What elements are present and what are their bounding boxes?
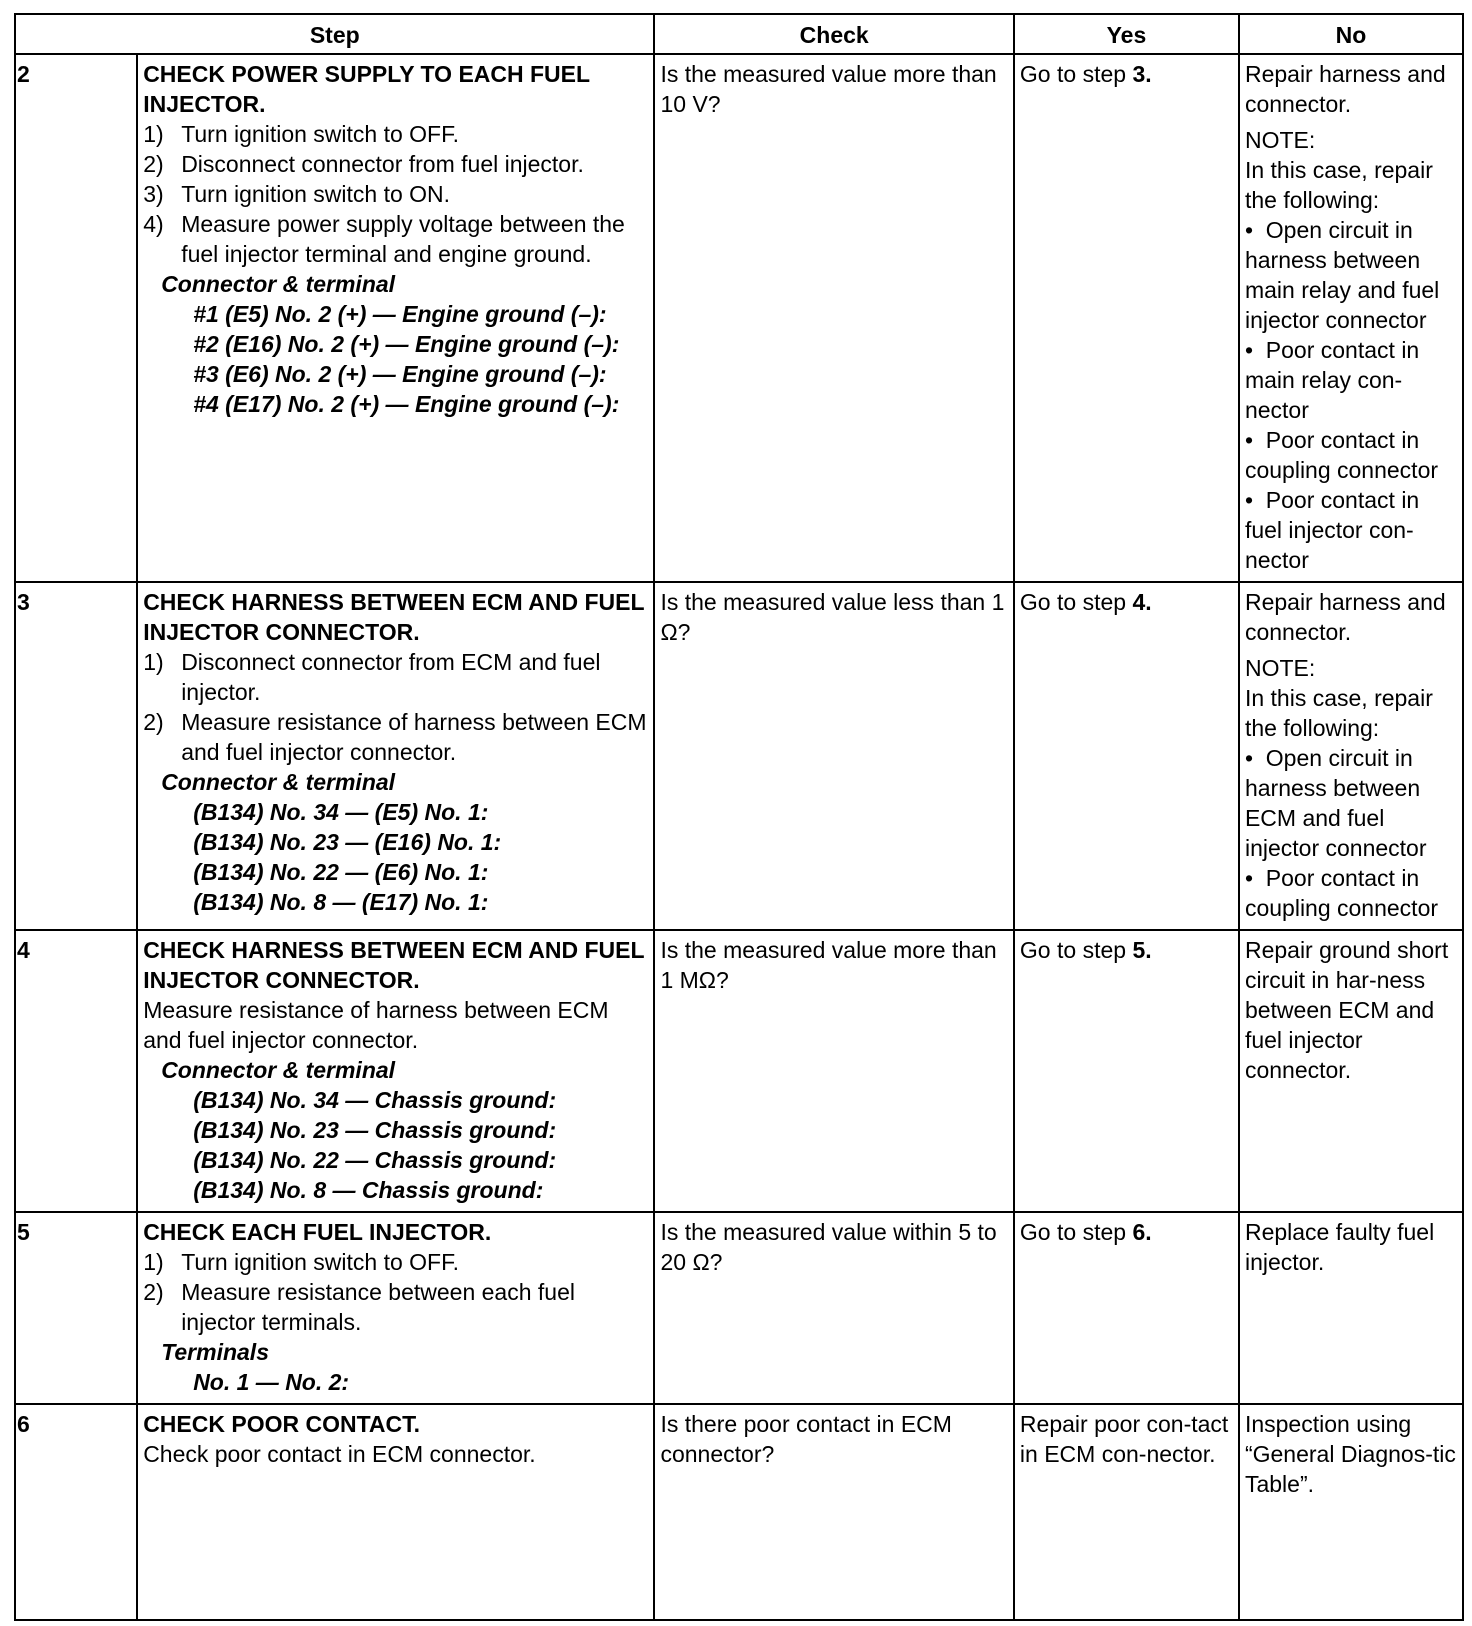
terminal-item: #2 (E16) No. 2 (+) — Engine ground (–):	[193, 331, 620, 357]
note-item: • Open circuit in harness between ECM and fuel injector connector	[1244, 745, 1427, 861]
check-cell: Is the measured value more than 1 MΩ?	[654, 930, 1013, 1212]
step-number: 3	[15, 582, 137, 930]
step-instruction: 3) Turn ignition switch to ON.	[143, 181, 451, 207]
terminal-label: Connector & terminal	[161, 271, 396, 297]
terminal-item: (B134) No. 22 — (E6) No. 1:	[193, 859, 489, 885]
note-item: • Open circuit in harness between main relay and fuel injector connector	[1244, 217, 1440, 333]
step-instruction: 2) Measure resistance between each fuel injector terminals.	[143, 1279, 575, 1335]
diagnostic-table	[14, 13, 1464, 1621]
note-intro: In this case, repair the following:	[1244, 685, 1433, 741]
header-no: No	[1239, 14, 1463, 54]
table-row	[15, 582, 1463, 930]
note-label: NOTE:	[1244, 655, 1316, 681]
step-title: CHECK HARNESS BETWEEN ECM AND FUEL INJECTOR CONNECTOR.	[143, 589, 645, 645]
check-cell: Is the measured value more than 10 V?	[654, 54, 1013, 582]
note-item: • Poor contact in fuel injector con-nector	[1244, 487, 1420, 573]
no-cell: Replace faulty fuel injector.	[1239, 1212, 1463, 1404]
note-intro: In this case, repair the following:	[1244, 157, 1433, 213]
step-instruction: Measure resistance of harness between ECM and fuel injector connector.	[143, 997, 609, 1053]
step-number: 2	[15, 54, 137, 582]
step-title: CHECK POOR CONTACT.	[143, 1411, 421, 1437]
note-item: • Poor contact in coupling connector	[1244, 427, 1439, 483]
yes-cell: Go to step 3.	[1014, 54, 1239, 582]
step-number: 4	[15, 930, 137, 1212]
step-instruction: 1) Turn ignition switch to OFF.	[143, 121, 459, 147]
header-check: Check	[654, 14, 1013, 54]
terminal-label: Terminals	[161, 1339, 269, 1365]
no-cell	[1239, 582, 1463, 930]
step-cell	[137, 1404, 654, 1620]
no-cell	[1239, 54, 1463, 582]
no-cell: Inspection using “General Diagnos-tic Table”.	[1239, 1404, 1463, 1620]
terminal-item: (B134) No. 8 — (E17) No. 1:	[193, 889, 489, 915]
header-row	[15, 14, 1463, 54]
terminal-item: (B134) No. 8 — Chassis ground:	[193, 1177, 544, 1203]
terminal-item: (B134) No. 23 — Chassis ground:	[193, 1117, 557, 1143]
header-yes: Yes	[1014, 14, 1239, 54]
step-instruction: 1) Turn ignition switch to OFF.	[143, 1249, 459, 1275]
step-cell	[137, 930, 654, 1212]
terminal-item: #4 (E17) No. 2 (+) — Engine ground (–):	[193, 391, 620, 417]
no-action: Repair harness and connector.	[1244, 589, 1446, 645]
terminal-item: (B134) No. 34 — (E5) No. 1:	[193, 799, 489, 825]
table-row	[15, 1404, 1463, 1620]
check-cell: Is the measured value less than 1 Ω?	[654, 582, 1013, 930]
step-title: CHECK HARNESS BETWEEN ECM AND FUEL INJECTOR CONNECTOR.	[143, 937, 645, 993]
terminal-label: Connector & terminal	[161, 769, 396, 795]
note-item: • Poor contact in main relay con-nector	[1244, 337, 1420, 423]
terminal-item: (B134) No. 34 — Chassis ground:	[193, 1087, 557, 1113]
step-cell	[137, 582, 654, 930]
check-cell: Is the measured value within 5 to 20 Ω?	[654, 1212, 1013, 1404]
step-title: CHECK POWER SUPPLY TO EACH FUEL INJECTOR.	[143, 61, 590, 117]
step-instruction: Check poor contact in ECM connector.	[143, 1441, 536, 1467]
no-cell: Repair ground short circuit in har-ness between ECM and fuel injector connector.	[1239, 930, 1463, 1212]
header-step: Step	[15, 14, 654, 54]
table-row	[15, 930, 1463, 1212]
step-number: 6	[15, 1404, 137, 1620]
step-cell	[137, 1212, 654, 1404]
terminal-item: No. 1 — No. 2:	[193, 1369, 350, 1395]
terminal-label: Connector & terminal	[161, 1057, 396, 1083]
no-action: Repair harness and connector.	[1244, 61, 1446, 117]
step-instruction: 2) Measure resistance of harness between ECM and fuel injector connector.	[143, 709, 647, 765]
terminal-item: #1 (E5) No. 2 (+) — Engine ground (–):	[193, 301, 607, 327]
terminal-item: (B134) No. 22 — Chassis ground:	[193, 1147, 557, 1173]
terminal-item: (B134) No. 23 — (E16) No. 1:	[193, 829, 502, 855]
yes-cell: Go to step 4.	[1014, 582, 1239, 930]
yes-cell: Repair poor con-tact in ECM con-nector.	[1014, 1404, 1239, 1620]
yes-cell: Go to step 5.	[1014, 930, 1239, 1212]
step-instruction: 1) Disconnect connector from ECM and fuel injector.	[143, 649, 601, 705]
check-cell: Is there poor contact in ECM connector?	[654, 1404, 1013, 1620]
step-cell	[137, 54, 654, 582]
table-row	[15, 1212, 1463, 1404]
step-instruction: 4) Measure power supply voltage between the fuel injector terminal and engine ground.	[143, 211, 625, 267]
table-row	[15, 54, 1463, 582]
step-instruction: 2) Disconnect connector from fuel injector.	[143, 151, 584, 177]
note-label: NOTE:	[1244, 127, 1316, 153]
terminal-item: #3 (E6) No. 2 (+) — Engine ground (–):	[193, 361, 607, 387]
step-number: 5	[15, 1212, 137, 1404]
step-title: CHECK EACH FUEL INJECTOR.	[143, 1219, 492, 1245]
note-item: • Poor contact in coupling connector	[1244, 865, 1439, 921]
yes-cell: Go to step 6.	[1014, 1212, 1239, 1404]
